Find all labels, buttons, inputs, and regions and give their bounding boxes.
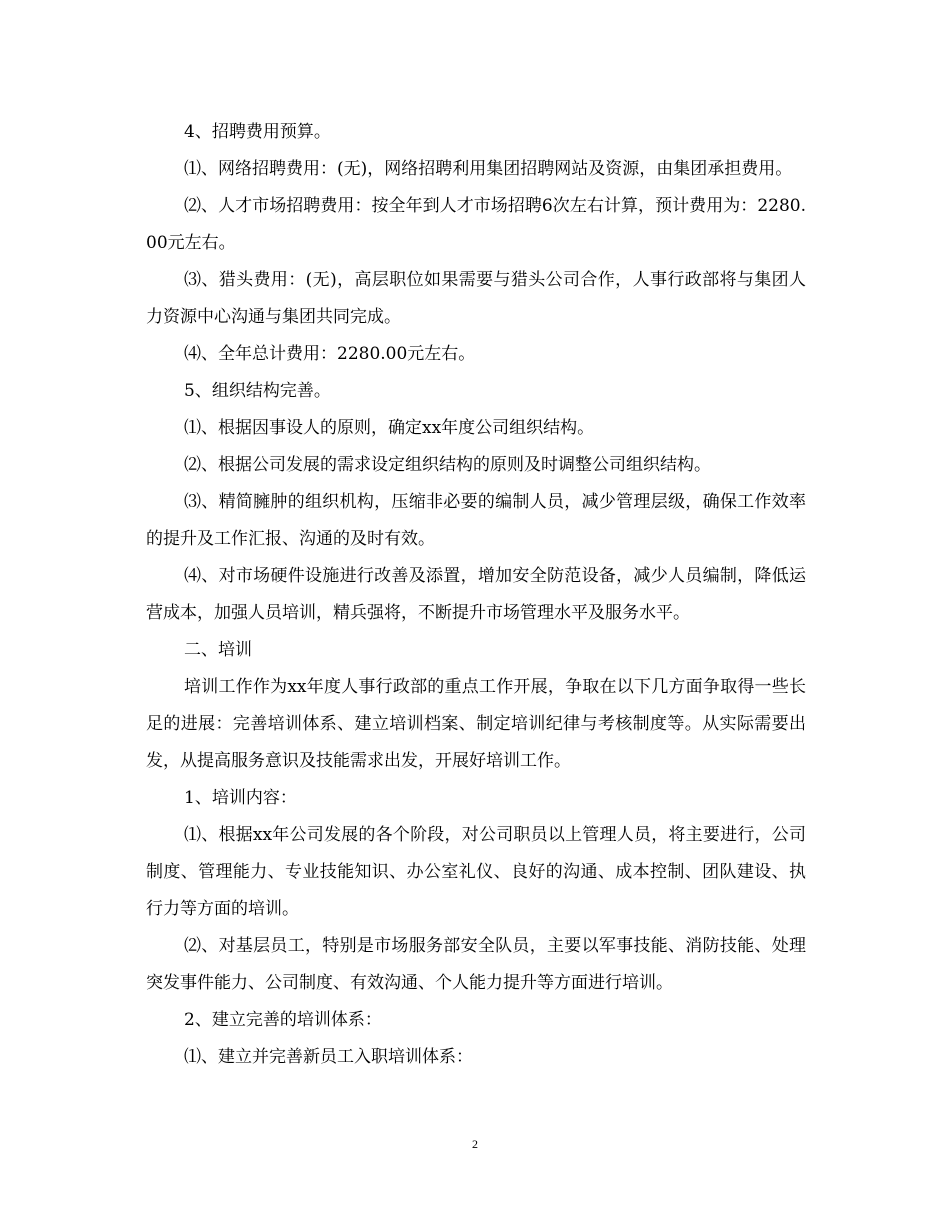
paragraph-org-structure-4: ⑷、对市场硬件设施进行改善及添置，增加安全防范设备，减少人员编制，降低运营成本，加强人员培训，精兵强将，不断提升市场管理水平及服务水平。 — [146, 566, 806, 623]
heading-training-system: 2、建立完善的培训体系： — [184, 1010, 382, 1030]
paragraph-training-content-2: ⑵、对基层员工，特别是市场服务部安全队员，主要以军事技能、消防技能、处理突发事件能力、公司制度、有效沟通、个人能力提升等方面进行培训。 — [146, 936, 806, 993]
paragraph-training-intro: 培训工作作为xx年度人事行政部的重点工作开展，争取在以下几方面争取得一些长足的进展：完善培训体系、建立培训档案、制定培训纪律与考核制度等。从实际需要出发，从提高服务意识及技能需求出发，开展好培训工作。 — [146, 677, 806, 771]
page-number: 2 — [472, 1137, 478, 1151]
paragraph-org-structure-1: ⑴、根据因事设人的原则，确定xx年度公司组织结构。 — [184, 418, 595, 438]
paragraph-annual-total-cost: ⑷、全年总计费用：2280.00元左右。 — [184, 344, 476, 364]
paragraph-org-structure-2: ⑵、根据公司发展的需求设定组织结构的原则及时调整公司组织结构。 — [184, 455, 711, 475]
paragraph-training-content-1: ⑴、根据xx年公司发展的各个阶段，对公司职员以上管理人员，将主要进行，公司制度、管理能力、专业技能知识、办公室礼仪、良好的沟通、成本控制、团队建设、执行力等方面的培训。 — [146, 825, 806, 919]
paragraph-org-structure-3: ⑶、精简臃肿的组织机构，压缩非必要的编制人员，减少管理层级，确保工作效率的提升及工作汇报、沟通的及时有效。 — [146, 492, 806, 549]
document-body — [146, 114, 806, 1076]
paragraph-headhunter-cost: ⑶、猎头费用：(无)，高层职位如果需要与猎头公司合作，人事行政部将与集团人力资源中心沟通与集团共同完成。 — [146, 270, 806, 327]
paragraph-online-recruitment-cost: ⑴、网络招聘费用：(无)，网络招聘利用集团招聘网站及资源，由集团承担费用。 — [184, 159, 793, 179]
heading-org-structure: 5、组织结构完善。 — [184, 381, 331, 401]
heading-training-content: 1、培训内容： — [184, 788, 297, 808]
paragraph-talent-market-cost: ⑵、人才市场招聘费用：按全年到人才市场招聘6次左右计算，预计费用为：2280.00元左右。 — [146, 196, 806, 253]
heading-recruitment-budget: 4、招聘费用预算。 — [184, 122, 331, 142]
section-heading-training: 二、培训 — [184, 640, 252, 660]
paragraph-training-system-1: ⑴、建立并完善新员工入职培训体系： — [184, 1047, 473, 1067]
